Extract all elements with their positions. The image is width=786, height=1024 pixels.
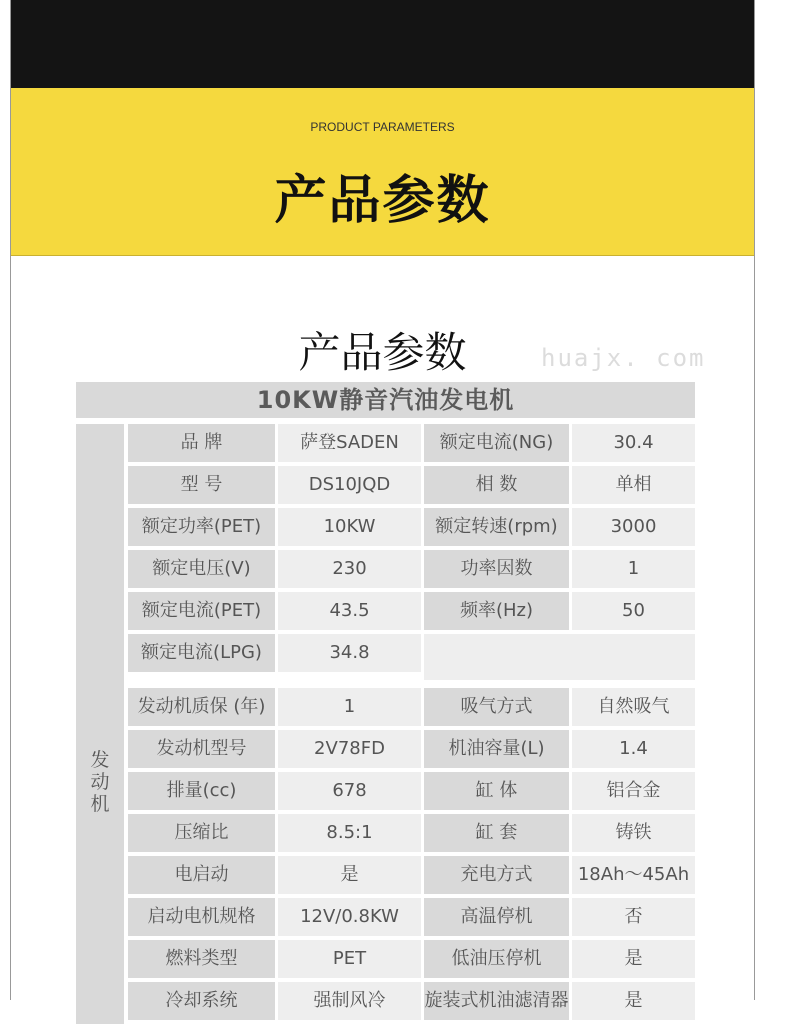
param-value-cell: 3000 bbox=[572, 508, 695, 546]
param-name-cell: 额定电压(V) bbox=[128, 550, 275, 588]
param-name-cell: 额定电流(NG) bbox=[424, 424, 569, 462]
param-value-cell: 678 bbox=[278, 772, 421, 810]
param-name-cell: 启动电机规格 bbox=[128, 898, 275, 936]
param-name-cell: 发动机型号 bbox=[128, 730, 275, 768]
param-name-cell: 吸气方式 bbox=[424, 688, 569, 726]
param-value-cell: PET bbox=[278, 940, 421, 978]
param-value-cell: 单相 bbox=[572, 466, 695, 504]
banner-title: 产品参数 bbox=[274, 171, 491, 231]
param-value-cell: 铸铁 bbox=[572, 814, 695, 852]
param-value-cell: 8.5:1 bbox=[278, 814, 421, 852]
param-value-cell: 是 bbox=[278, 856, 421, 894]
param-name-cell: 额定功率(PET) bbox=[128, 508, 275, 546]
param-name-cell: 品 牌 bbox=[128, 424, 275, 462]
param-value-cell: 自然吸气 bbox=[572, 688, 695, 726]
watermark: huajx. com bbox=[541, 344, 706, 372]
param-name-cell: 频率(Hz) bbox=[424, 592, 569, 630]
section-title: 产品参数 bbox=[298, 328, 467, 377]
param-value-cell: DS10JQD bbox=[278, 466, 421, 504]
param-name-cell: 燃料类型 bbox=[128, 940, 275, 978]
banner-subtitle: PRODUCT PARAMETERS bbox=[310, 120, 455, 134]
param-name-cell: 低油压停机 bbox=[424, 940, 569, 978]
spec-table bbox=[76, 382, 695, 1011]
param-name-cell: 功率因数 bbox=[424, 550, 569, 588]
side-label-char: 动 bbox=[90, 771, 110, 793]
param-name-cell: 冷却系统 bbox=[128, 982, 275, 1020]
param-name-cell: 发动机质保 (年) bbox=[128, 688, 275, 726]
param-name-cell: 额定电流(LPG) bbox=[128, 634, 275, 672]
param-name-cell: 压缩比 bbox=[128, 814, 275, 852]
param-value-cell: 是 bbox=[572, 982, 695, 1020]
title-banner bbox=[11, 88, 754, 256]
param-value-cell: 2V78FD bbox=[278, 730, 421, 768]
param-value-cell: 230 bbox=[278, 550, 421, 588]
param-name-cell: 额定转速(rpm) bbox=[424, 508, 569, 546]
param-name-cell: 缸 套 bbox=[424, 814, 569, 852]
param-value-cell: 12V/0.8KW bbox=[278, 898, 421, 936]
param-name-cell: 相 数 bbox=[424, 466, 569, 504]
param-name-cell: 型 号 bbox=[128, 466, 275, 504]
param-value-cell: 1 bbox=[572, 550, 695, 588]
top-dark-band bbox=[11, 0, 754, 88]
param-name-cell: 排量(cc) bbox=[128, 772, 275, 810]
param-name-cell: 电启动 bbox=[128, 856, 275, 894]
param-value-cell: 萨登SADEN bbox=[278, 424, 421, 462]
param-value-cell: 铝合金 bbox=[572, 772, 695, 810]
param-value-cell: 10KW bbox=[278, 508, 421, 546]
side-label-char: 发 bbox=[90, 749, 110, 771]
param-value-cell: 30.4 bbox=[572, 424, 695, 462]
side-label-char: 机 bbox=[90, 793, 110, 815]
param-name-cell: 充电方式 bbox=[424, 856, 569, 894]
param-name-cell: 缸 体 bbox=[424, 772, 569, 810]
param-value-cell: 18Ah～45Ah bbox=[572, 856, 695, 894]
param-value-cell: 否 bbox=[572, 898, 695, 936]
engine-side-label bbox=[76, 424, 124, 1024]
param-value-cell: 强制风冷 bbox=[278, 982, 421, 1020]
param-value-cell: 34.8 bbox=[278, 634, 421, 672]
param-name-cell: 额定电流(PET) bbox=[128, 592, 275, 630]
param-value-cell: 1.4 bbox=[572, 730, 695, 768]
param-name-cell: 高温停机 bbox=[424, 898, 569, 936]
param-name-cell: 旋装式机油滤清器 bbox=[424, 982, 569, 1020]
param-value-cell: 是 bbox=[572, 940, 695, 978]
empty-cell bbox=[424, 634, 695, 680]
param-name-cell: 机油容量(L) bbox=[424, 730, 569, 768]
param-value-cell: 1 bbox=[278, 688, 421, 726]
table-header: 10KW静音汽油发电机 bbox=[76, 382, 695, 418]
param-value-cell: 43.5 bbox=[278, 592, 421, 630]
side-label-text bbox=[76, 749, 124, 815]
page-frame bbox=[10, 0, 755, 1011]
param-value-cell: 50 bbox=[572, 592, 695, 630]
